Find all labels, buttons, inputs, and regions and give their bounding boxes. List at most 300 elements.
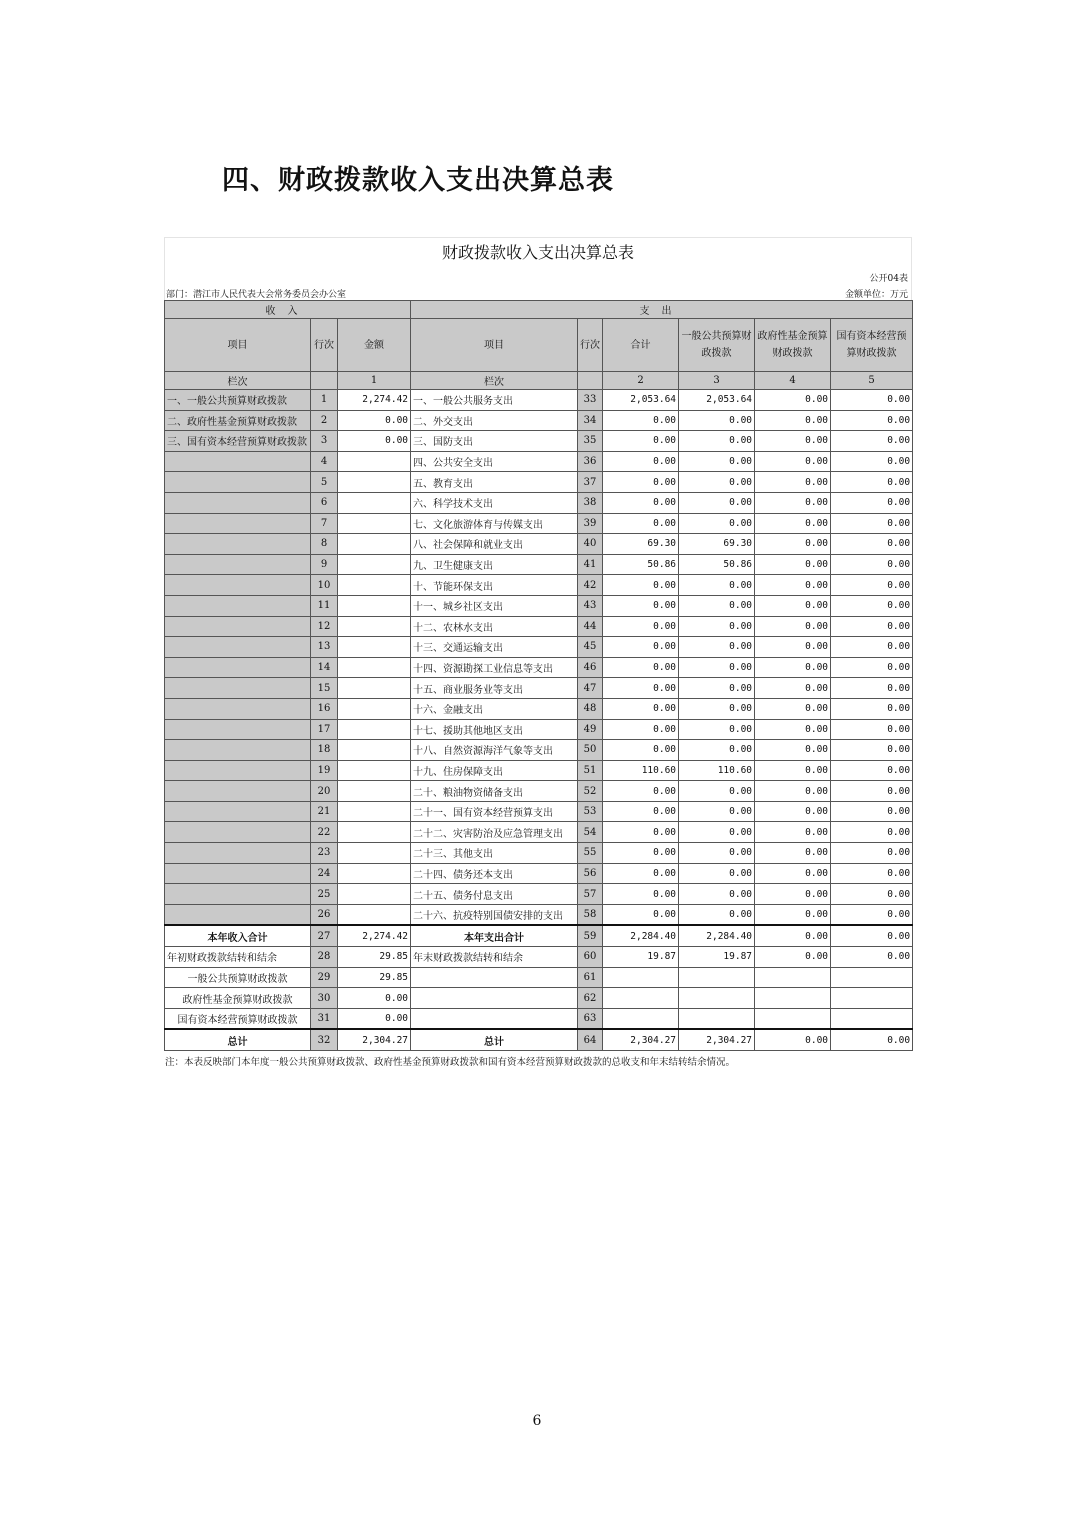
expense-item-cell	[411, 988, 578, 1009]
income-item-cell	[165, 760, 311, 781]
income-row-no-cell: 15	[311, 678, 338, 699]
expense-row-no-cell: 45	[578, 637, 603, 658]
expense-item-cell: 十七、援助其他地区支出	[411, 719, 578, 740]
income-row-no-cell: 29	[311, 967, 338, 988]
income-item-cell	[165, 719, 311, 740]
expense-row-no-cell: 49	[578, 719, 603, 740]
summary-row	[165, 1029, 913, 1050]
state-capital-cell: 0.00	[831, 740, 913, 761]
income-amount-cell: 2,274.42	[338, 925, 411, 946]
general-budget-cell: 0.00	[679, 575, 755, 596]
total-cell: 0.00	[603, 904, 679, 925]
fund-budget-cell: 0.00	[755, 472, 831, 493]
table-row	[165, 843, 913, 864]
general-budget-cell: 69.30	[679, 534, 755, 555]
total-cell: 0.00	[603, 678, 679, 699]
general-budget-cell: 0.00	[679, 884, 755, 905]
expense-item-cell: 二十四、债务还本支出	[411, 863, 578, 884]
table-row	[165, 904, 913, 925]
table-row	[165, 657, 913, 678]
income-amount-cell	[338, 863, 411, 884]
income-row-no-cell: 18	[311, 740, 338, 761]
income-item-cell: 年初财政拨款结转和结余	[165, 947, 311, 968]
state-capital-cell: 0.00	[831, 947, 913, 968]
expense-row-no-cell: 36	[578, 451, 603, 472]
table-row	[165, 534, 913, 555]
fund-budget-cell: 0.00	[755, 513, 831, 534]
total-cell: 0.00	[603, 801, 679, 822]
income-amount-cell	[338, 760, 411, 781]
total-cell: 0.00	[603, 657, 679, 678]
header-row-lanci	[165, 372, 913, 390]
lanci-2: 2	[603, 372, 679, 390]
income-row-no-cell: 26	[311, 904, 338, 925]
state-capital-cell: 0.00	[831, 390, 913, 411]
fund-budget-cell: 0.00	[755, 451, 831, 472]
general-budget-cell	[679, 1008, 755, 1029]
page-number: 6	[532, 1413, 542, 1429]
income-row-no-cell: 22	[311, 822, 338, 843]
general-budget-cell: 0.00	[679, 657, 755, 678]
total-cell: 50.86	[603, 554, 679, 575]
expense-item-cell: 十八、自然资源海洋气象等支出	[411, 740, 578, 761]
expense-item-cell: 二十二、灾害防治及应急管理支出	[411, 822, 578, 843]
income-amount-cell	[338, 657, 411, 678]
income-row-no-cell: 32	[311, 1029, 338, 1050]
expense-item-cell: 八、社会保障和就业支出	[411, 534, 578, 555]
income-amount-cell	[338, 451, 411, 472]
income-amount-cell	[338, 781, 411, 802]
fund-budget-cell	[755, 988, 831, 1009]
expense-row-no-cell: 40	[578, 534, 603, 555]
fund-budget-cell: 0.00	[755, 947, 831, 968]
expense-row-no-cell: 39	[578, 513, 603, 534]
total-cell: 110.60	[603, 760, 679, 781]
expense-row-no-cell: 44	[578, 616, 603, 637]
fund-budget-cell: 0.00	[755, 492, 831, 513]
expense-item-cell: 五、教育支出	[411, 472, 578, 493]
total-cell	[603, 967, 679, 988]
state-capital-cell: 0.00	[831, 431, 913, 452]
expense-item-cell: 十五、商业服务业等支出	[411, 678, 578, 699]
income-item-cell	[165, 575, 311, 596]
state-capital-cell: 0.00	[831, 657, 913, 678]
fund-budget-cell: 0.00	[755, 657, 831, 678]
table-row	[165, 719, 913, 740]
total-cell: 0.00	[603, 637, 679, 658]
table-row	[165, 390, 913, 411]
income-item-cell: 三、国有资本经营预算财政拨款	[165, 431, 311, 452]
total-cell: 2,284.40	[603, 925, 679, 946]
income-row-no-cell: 19	[311, 760, 338, 781]
lanci-3: 3	[679, 372, 755, 390]
income-row-no-cell: 8	[311, 534, 338, 555]
fund-budget-cell: 0.00	[755, 719, 831, 740]
table-row	[165, 492, 913, 513]
expense-item-cell: 十六、金融支出	[411, 698, 578, 719]
expense-row-no-cell: 55	[578, 843, 603, 864]
general-budget-cell: 0.00	[679, 492, 755, 513]
fund-budget-cell	[755, 967, 831, 988]
income-amount-cell: 2,274.42	[338, 390, 411, 411]
general-budget-cell: 0.00	[679, 513, 755, 534]
income-amount-cell: 0.00	[338, 431, 411, 452]
general-budget-cell: 0.00	[679, 863, 755, 884]
income-item-cell	[165, 637, 311, 658]
col-state-capital: 国有资本经营预算财政拨款	[831, 319, 913, 372]
expense-row-no-cell: 41	[578, 554, 603, 575]
table-body	[165, 301, 913, 1051]
col-income-row: 行次	[311, 319, 338, 372]
total-cell: 0.00	[603, 822, 679, 843]
income-item-cell	[165, 678, 311, 699]
expense-row-no-cell: 57	[578, 884, 603, 905]
general-budget-cell: 0.00	[679, 781, 755, 802]
table-row	[165, 554, 913, 575]
income-amount-cell	[338, 678, 411, 699]
income-amount-cell	[338, 904, 411, 925]
expense-item-cell: 十二、农林水支出	[411, 616, 578, 637]
expense-item-cell: 年末财政拨款结转和结余	[411, 947, 578, 968]
income-item-cell: 一般公共预算财政拨款	[165, 967, 311, 988]
state-capital-cell	[831, 967, 913, 988]
income-row-no-cell: 2	[311, 410, 338, 431]
fund-budget-cell: 0.00	[755, 410, 831, 431]
state-capital-cell: 0.00	[831, 863, 913, 884]
expense-item-cell: 本年支出合计	[411, 925, 578, 946]
lanci-blank-2	[578, 372, 603, 390]
total-cell: 0.00	[603, 575, 679, 596]
expense-row-no-cell: 47	[578, 678, 603, 699]
income-amount-cell: 0.00	[338, 1008, 411, 1029]
general-budget-cell: 0.00	[679, 451, 755, 472]
unit-label: 金额单位：万元	[844, 290, 908, 300]
expense-row-no-cell: 51	[578, 760, 603, 781]
income-amount-cell: 0.00	[338, 988, 411, 1009]
income-amount-cell	[338, 554, 411, 575]
table-row	[165, 760, 913, 781]
income-row-no-cell: 14	[311, 657, 338, 678]
income-item-cell	[165, 534, 311, 555]
general-budget-cell: 0.00	[679, 431, 755, 452]
expense-row-no-cell: 43	[578, 595, 603, 616]
income-row-no-cell: 30	[311, 988, 338, 1009]
income-item-cell	[165, 554, 311, 575]
header-row-sections	[165, 301, 913, 319]
table-row	[165, 431, 913, 452]
fund-budget-cell: 0.00	[755, 843, 831, 864]
fund-budget-cell: 0.00	[755, 698, 831, 719]
state-capital-cell: 0.00	[831, 884, 913, 905]
expense-row-no-cell: 60	[578, 947, 603, 968]
income-item-cell	[165, 698, 311, 719]
state-capital-cell: 0.00	[831, 678, 913, 699]
expense-item-cell: 九、卫生健康支出	[411, 554, 578, 575]
state-capital-cell: 0.00	[831, 534, 913, 555]
income-amount-cell	[338, 719, 411, 740]
income-item-cell	[165, 472, 311, 493]
expense-row-no-cell: 37	[578, 472, 603, 493]
income-amount-cell	[338, 884, 411, 905]
income-row-no-cell: 16	[311, 698, 338, 719]
fund-budget-cell: 0.00	[755, 534, 831, 555]
income-amount-cell	[338, 801, 411, 822]
income-item-cell: 政府性基金预算财政拨款	[165, 988, 311, 1009]
table-row	[165, 801, 913, 822]
income-amount-cell	[338, 637, 411, 658]
expense-header: 支出	[411, 301, 913, 319]
state-capital-cell: 0.00	[831, 719, 913, 740]
income-amount-cell	[338, 472, 411, 493]
total-cell: 2,053.64	[603, 390, 679, 411]
income-row-no-cell: 20	[311, 781, 338, 802]
income-item-cell	[165, 884, 311, 905]
expense-row-no-cell: 48	[578, 698, 603, 719]
fund-budget-cell: 0.00	[755, 740, 831, 761]
expense-item-cell: 十、节能环保支出	[411, 575, 578, 596]
total-cell: 0.00	[603, 884, 679, 905]
header-row-columns	[165, 319, 913, 372]
expense-row-no-cell: 54	[578, 822, 603, 843]
income-row-no-cell: 25	[311, 884, 338, 905]
table-row	[165, 740, 913, 761]
fund-budget-cell: 0.00	[755, 431, 831, 452]
state-capital-cell: 0.00	[831, 801, 913, 822]
expense-row-no-cell: 63	[578, 1008, 603, 1029]
expense-item-cell: 十三、交通运输支出	[411, 637, 578, 658]
general-budget-cell	[679, 967, 755, 988]
expense-row-no-cell: 53	[578, 801, 603, 822]
lanci-1: 1	[338, 372, 411, 390]
income-item-cell	[165, 822, 311, 843]
lanci-blank	[311, 372, 338, 390]
fund-budget-cell: 0.00	[755, 925, 831, 946]
table-note: 注：本表反映部门本年度一般公共预算财政拨款、政府性基金预算财政拨款和国有资本经营预算财政拨款的总收支和年末结转结余情况。	[165, 1057, 736, 1068]
income-item-cell: 总计	[165, 1029, 311, 1050]
income-amount-cell	[338, 822, 411, 843]
expense-item-cell: 一、一般公共服务支出	[411, 390, 578, 411]
fund-budget-cell: 0.00	[755, 595, 831, 616]
form-code: 公开04表	[869, 274, 908, 284]
state-capital-cell: 0.00	[831, 451, 913, 472]
expense-row-no-cell: 59	[578, 925, 603, 946]
income-row-no-cell: 11	[311, 595, 338, 616]
table-row	[165, 616, 913, 637]
total-cell: 0.00	[603, 431, 679, 452]
state-capital-cell: 0.00	[831, 1029, 913, 1050]
total-cell: 0.00	[603, 472, 679, 493]
budget-table	[164, 300, 913, 1051]
form-code-row	[164, 268, 912, 284]
income-item-cell: 本年收入合计	[165, 925, 311, 946]
general-budget-cell: 0.00	[679, 616, 755, 637]
income-row-no-cell: 7	[311, 513, 338, 534]
income-row-no-cell: 23	[311, 843, 338, 864]
table-row	[165, 781, 913, 802]
expense-row-no-cell: 64	[578, 1029, 603, 1050]
fund-budget-cell: 0.00	[755, 822, 831, 843]
general-budget-cell: 0.00	[679, 740, 755, 761]
general-budget-cell: 0.00	[679, 904, 755, 925]
expense-item-cell: 二十一、国有资本经营预算支出	[411, 801, 578, 822]
department-row	[164, 284, 912, 300]
total-cell	[603, 988, 679, 1009]
total-cell	[603, 1008, 679, 1029]
summary-row	[165, 1008, 913, 1029]
budget-sheet	[164, 237, 912, 1068]
general-budget-cell: 2,304.27	[679, 1029, 755, 1050]
summary-row	[165, 947, 913, 968]
income-amount-cell	[338, 843, 411, 864]
general-budget-cell: 19.87	[679, 947, 755, 968]
page-heading: 四、财政拨款收入支出决算总表	[222, 165, 614, 196]
income-row-no-cell: 27	[311, 925, 338, 946]
income-row-no-cell: 13	[311, 637, 338, 658]
income-amount-cell: 29.85	[338, 947, 411, 968]
expense-item-cell: 四、公共安全支出	[411, 451, 578, 472]
fund-budget-cell: 0.00	[755, 616, 831, 637]
income-amount-cell	[338, 575, 411, 596]
income-row-no-cell: 9	[311, 554, 338, 575]
general-budget-cell: 0.00	[679, 843, 755, 864]
general-budget-cell: 0.00	[679, 822, 755, 843]
col-fund-budget: 政府性基金预算财政拨款	[755, 319, 831, 372]
general-budget-cell: 0.00	[679, 410, 755, 431]
expense-row-no-cell: 46	[578, 657, 603, 678]
income-item-cell	[165, 904, 311, 925]
income-row-no-cell: 3	[311, 431, 338, 452]
fund-budget-cell: 0.00	[755, 390, 831, 411]
state-capital-cell: 0.00	[831, 575, 913, 596]
expense-item-cell: 六、科学技术支出	[411, 492, 578, 513]
income-item-cell	[165, 657, 311, 678]
state-capital-cell: 0.00	[831, 760, 913, 781]
income-header: 收入	[165, 301, 411, 319]
total-cell: 0.00	[603, 451, 679, 472]
table-row	[165, 822, 913, 843]
general-budget-cell: 0.00	[679, 719, 755, 740]
income-amount-cell	[338, 534, 411, 555]
fund-budget-cell: 0.00	[755, 575, 831, 596]
expense-row-no-cell: 52	[578, 781, 603, 802]
department-label: 部门：潜江市人民代表大会常务委员会办公室	[166, 290, 347, 300]
table-row	[165, 410, 913, 431]
lanci-label: 栏次	[165, 372, 311, 390]
income-item-cell	[165, 595, 311, 616]
income-row-no-cell: 12	[311, 616, 338, 637]
state-capital-cell: 0.00	[831, 637, 913, 658]
state-capital-cell: 0.00	[831, 925, 913, 946]
expense-item-cell: 二、外交支出	[411, 410, 578, 431]
expense-row-no-cell: 61	[578, 967, 603, 988]
total-cell: 0.00	[603, 513, 679, 534]
income-row-no-cell: 10	[311, 575, 338, 596]
expense-row-no-cell: 50	[578, 740, 603, 761]
fund-budget-cell: 0.00	[755, 904, 831, 925]
state-capital-cell: 0.00	[831, 698, 913, 719]
total-cell: 0.00	[603, 781, 679, 802]
expense-item-cell	[411, 967, 578, 988]
expense-item-cell: 二十六、抗疫特别国债安排的支出	[411, 904, 578, 925]
sheet-title: 财政拨款收入支出决算总表	[164, 237, 912, 268]
income-item-cell	[165, 863, 311, 884]
total-cell: 0.00	[603, 616, 679, 637]
table-row	[165, 637, 913, 658]
general-budget-cell: 0.00	[679, 698, 755, 719]
general-budget-cell: 0.00	[679, 801, 755, 822]
col-general-budget: 一般公共预算财政拨款	[679, 319, 755, 372]
table-row	[165, 513, 913, 534]
income-row-no-cell: 6	[311, 492, 338, 513]
fund-budget-cell: 0.00	[755, 801, 831, 822]
expense-row-no-cell: 34	[578, 410, 603, 431]
total-cell: 0.00	[603, 863, 679, 884]
col-income-item: 项目	[165, 319, 311, 372]
general-budget-cell: 0.00	[679, 637, 755, 658]
table-row	[165, 863, 913, 884]
total-cell: 0.00	[603, 595, 679, 616]
fund-budget-cell: 0.00	[755, 884, 831, 905]
table-row	[165, 698, 913, 719]
total-cell: 0.00	[603, 698, 679, 719]
general-budget-cell: 0.00	[679, 678, 755, 699]
total-cell: 0.00	[603, 843, 679, 864]
state-capital-cell	[831, 988, 913, 1009]
expense-row-no-cell: 33	[578, 390, 603, 411]
income-item-cell	[165, 843, 311, 864]
income-item-cell	[165, 616, 311, 637]
table-row	[165, 678, 913, 699]
income-row-no-cell: 21	[311, 801, 338, 822]
expense-item-cell: 十四、资源勘探工业信息等支出	[411, 657, 578, 678]
summary-row	[165, 925, 913, 946]
expense-row-no-cell: 58	[578, 904, 603, 925]
expense-row-no-cell: 38	[578, 492, 603, 513]
total-cell: 19.87	[603, 947, 679, 968]
summary-row	[165, 967, 913, 988]
general-budget-cell: 2,053.64	[679, 390, 755, 411]
income-row-no-cell: 4	[311, 451, 338, 472]
income-item-cell	[165, 492, 311, 513]
state-capital-cell: 0.00	[831, 781, 913, 802]
fund-budget-cell: 0.00	[755, 863, 831, 884]
income-row-no-cell: 31	[311, 1008, 338, 1029]
total-cell: 0.00	[603, 740, 679, 761]
state-capital-cell: 0.00	[831, 492, 913, 513]
state-capital-cell: 0.00	[831, 472, 913, 493]
expense-row-no-cell: 56	[578, 863, 603, 884]
income-amount-cell	[338, 698, 411, 719]
table-row	[165, 451, 913, 472]
fund-budget-cell: 0.00	[755, 760, 831, 781]
expense-item-cell	[411, 1008, 578, 1029]
income-row-no-cell: 5	[311, 472, 338, 493]
income-item-cell: 国有资本经营预算财政拨款	[165, 1008, 311, 1029]
income-amount-cell	[338, 616, 411, 637]
expense-row-no-cell: 62	[578, 988, 603, 1009]
table-row	[165, 595, 913, 616]
general-budget-cell: 50.86	[679, 554, 755, 575]
expense-item-cell: 十九、住房保障支出	[411, 760, 578, 781]
general-budget-cell	[679, 988, 755, 1009]
income-amount-cell: 0.00	[338, 410, 411, 431]
state-capital-cell	[831, 1008, 913, 1029]
income-row-no-cell: 28	[311, 947, 338, 968]
lanci-label-2: 栏次	[411, 372, 578, 390]
lanci-5: 5	[831, 372, 913, 390]
total-cell: 0.00	[603, 492, 679, 513]
income-amount-cell	[338, 492, 411, 513]
